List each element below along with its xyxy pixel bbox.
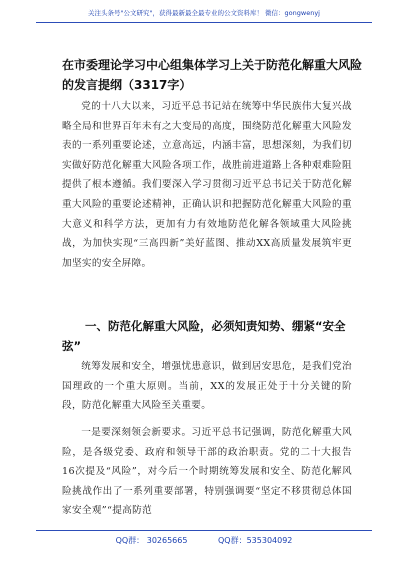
- footer: [0, 535, 408, 546]
- paragraph-intro: 党的十八大以来，习近平总书记站在统筹中华民族伟大复兴战略全局和世界百年未有之大变局的高度，围绕防范化解重大风险发表的一系列重要论述，立意高远，内涵丰富，思想深刻，为我们切实做好防范化解重大风险各项工作，战胜前进道路上各种艰难险阻提供了根本遵循。我们要深入学习贯彻习近平总书记关于防范化解重大风险的重要论述精神，正确认识和把握防范化解重大风险的重大意义和科学方法，更加有力有效地防范化解各领域重大风险挑战，为加快实现“三高四新”美好蓝图、推动XX高质量发展筑牢更加坚实的安全屏障。: [62, 101, 352, 269]
- paragraph-point-one: 一是要深刻领会新要求。习近平总书记强调，防范化解重大风险，是各级党委、政府和领导干部的政治职责。党的二十大报告16次提及“风险”，对今后一个时期统筹发展和安全、防范化解风险挑战作出了一系列重要部署，特别强调要“坚定不移贯彻总体国家安全观”“提高防范: [62, 427, 352, 517]
- top-banner: 关注头条号"公文研究"，获得最新最全最专业的公文资料库！ 微信：gongwenyj: [88, 9, 320, 17]
- footer-qq-group-1: QQ群： 30265665: [115, 536, 188, 545]
- top-divider: [36, 22, 372, 23]
- document-title: 在市委理论学习中心组集体学习上关于防范化解重大风险的发言提纲（3317字）: [62, 58, 363, 92]
- footer-qq-group-2: QQ群：535304092: [218, 536, 293, 545]
- section-heading: 一、防范化解重大风险，必须知责知势、绷紧“安全弦”: [62, 319, 346, 353]
- bottom-divider: [36, 530, 372, 531]
- paragraph-section-intro: 统筹发展和安全，增强忧患意识，做到居安思危，是我们党治国理政的一个重大原则。当前，XX的发展正处于十分关键的阶段，防范化解重大风险至关重要。: [62, 361, 352, 412]
